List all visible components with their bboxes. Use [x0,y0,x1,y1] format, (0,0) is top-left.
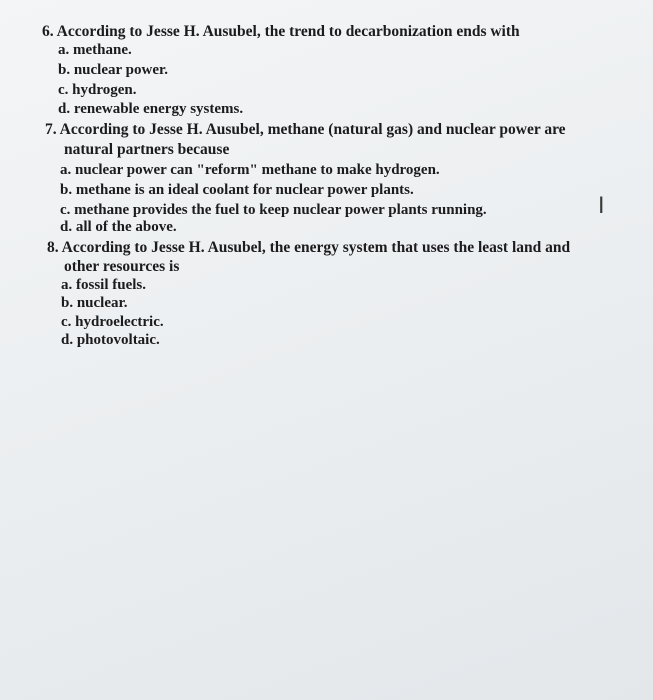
question-8-option-d: d. photovoltaic. [61,332,160,348]
question-7-option-c: c. methane provides the fuel to keep nuclear power plants running. [60,202,487,218]
question-6-option-b: b. nuclear power. [58,62,169,78]
question-6-option-d: d. renewable energy systems. [58,101,244,117]
question-8-stem-line1: 8. According to Jesse H. Ausubel, the energy system that uses the least land and [47,239,571,256]
question-6-option-a: a. methane. [58,42,132,58]
question-8-stem-line2: other resources is [64,258,180,275]
question-6-option-c: c. hydrogen. [58,82,137,98]
question-7-option-d: d. all of the above. [60,219,177,235]
text-cursor-icon: I [598,194,605,219]
question-7-option-b: b. methane is an ideal coolant for nuclear power plants. [60,182,414,198]
question-6-stem: 6. According to Jesse H. Ausubel, the trend to decarbonization ends with [42,23,520,40]
question-7-option-a: a. nuclear power can "reform" methane to make hydrogen. [60,162,440,178]
question-7-stem-line2: natural partners because [64,141,230,158]
question-8-option-c: c. hydroelectric. [61,314,164,330]
question-8-option-b: b. nuclear. [61,295,128,311]
question-8-option-a: a. fossil fuels. [61,277,147,293]
question-7-stem-line1: 7. According to Jesse H. Ausubel, methane (natural gas) and nuclear power are [45,121,566,138]
